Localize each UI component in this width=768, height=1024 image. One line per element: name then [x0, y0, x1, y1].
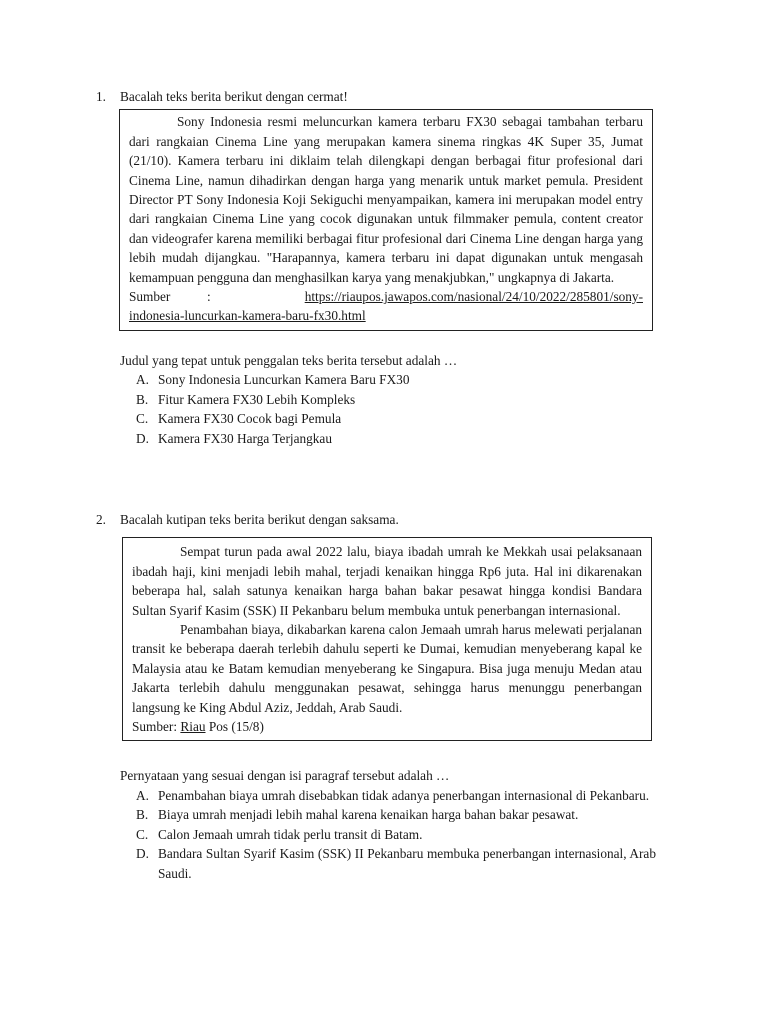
option-b	[136, 805, 656, 824]
option-letter: C.	[136, 411, 149, 427]
question-prompt: Pernyataan yang sesuai dengan isi paragraf tersebut adalah …	[120, 768, 450, 784]
option-text: Biaya umrah menjadi lebih mahal karena kenaikan harga bahan bakar pesawat.	[158, 807, 579, 823]
option-a	[136, 370, 656, 389]
option-letter: D.	[136, 430, 149, 446]
option-text: Kamera FX30 Harga Terjangkau	[158, 430, 332, 446]
news-text-box	[119, 109, 653, 330]
option-text: Kamera FX30 Cocok bagi Pemula	[158, 411, 342, 427]
option-letter: A.	[136, 787, 149, 803]
option-b	[136, 390, 656, 409]
option-text: Bandara Sultan Syarif Kasim (SSK) II Pekanbaru membuka penerbangan internasional, Arab Saudi.	[158, 846, 656, 881]
source-name: Riau	[180, 719, 206, 735]
options-list	[136, 370, 656, 448]
question-number: 2.	[96, 512, 106, 527]
option-letter: B.	[136, 807, 149, 823]
option-letter: D.	[136, 846, 149, 862]
source-link-continued[interactable]: indonesia-luncurkan-kamera-baru-fx30.html	[129, 308, 366, 324]
question-1	[96, 87, 656, 448]
option-text: Sony Indonesia Luncurkan Kamera Baru FX30	[158, 372, 410, 388]
option-letter: A.	[136, 372, 149, 388]
question-header	[96, 510, 656, 529]
options-list	[136, 786, 656, 883]
option-a	[136, 786, 656, 805]
question-prompt: Judul yang tepat untuk penggalan teks berita tersebut adalah …	[120, 352, 458, 368]
question-number: 1.	[96, 89, 106, 104]
source-line	[132, 717, 642, 736]
news-paragraph-2: Penambahan biaya, dikabarkan karena calon Jemaah umrah harus melewati perjalanan transit ke beberapa daerah terlebih dahulu seperti ke Dumai, kemudian menyeberang kapal ke Malaysia atau ke Batam kemudian menyeberang ke Singapura. Bisa juga menuju Medan atau Jakarta terlebih dahulu menggunakan pesawat, sehingga harus menunggu penerbangan langsung ke King Abdul Aziz, Jeddah, Arab Saudi.	[132, 622, 642, 715]
news-text-box	[122, 537, 652, 741]
source-colon: :	[207, 289, 211, 305]
source-label: Sumber:	[132, 719, 178, 735]
option-d	[136, 429, 656, 448]
question-instruction: Bacalah kutipan teks berita berikut dengan saksama.	[120, 512, 399, 527]
option-letter: C.	[136, 826, 149, 842]
source-line	[129, 287, 643, 306]
option-letter: B.	[136, 391, 149, 407]
question-header	[96, 87, 656, 106]
question-instruction: Bacalah teks berita berikut dengan cermat!	[120, 89, 348, 104]
source-rest: Pos (15/8)	[208, 719, 264, 735]
source-link[interactable]: https://riaupos.jawapos.com/nasional/24/10/2022/285801/sony-	[304, 289, 643, 305]
option-d	[136, 844, 656, 883]
option-text: Penambahan biaya umrah disebabkan tidak adanya penerbangan internasional di Pekanbaru.	[158, 787, 650, 803]
option-c	[136, 409, 656, 428]
option-text: Calon Jemaah umrah tidak perlu transit di Batam.	[158, 826, 423, 842]
question-2	[96, 510, 656, 883]
news-paragraph: Sony Indonesia resmi meluncurkan kamera terbaru FX30 sebagai tambahan terbaru dari rangkaian Cinema Line yang merupakan kamera sinema ringkas 4K Super 35, Jumat (21/10). Kamera terbaru ini diklaim telah dilengkapi dengan berbagai fitur profesional dari Cinema Line, namun dihadirkan dengan harga yang menarik untuk market pemula. President Director PT Sony Indonesia Koji Sekiguchi menyampaikan, kamera ini merupakan model entry dari rangkaian Cinema Line yang cocok digunakan untuk filmmaker pemula, content creator dan videografer karena memiliki berbagai fitur profesional dari Cinema Line dengan harga yang lebih mudah dijangkau. "Harapannya, kamera terbaru ini dapat digunakan untuk mengasah kemampuan pengguna dan menghasilkan karya yang menakjubkan," ungkapnya di Jakarta.	[129, 114, 643, 285]
option-c	[136, 825, 656, 844]
source-label: Sumber	[129, 289, 171, 305]
option-text: Fitur Kamera FX30 Lebih Kompleks	[158, 391, 356, 407]
news-paragraph-1: Sempat turun pada awal 2022 lalu, biaya ibadah umrah ke Mekkah usai pelaksanaan ibadah haji, kini menjadi lebih mahal, terjadi kenaikan hingga Rp6 juta. Hal ini dikarenakan beberapa hal, salah satunya kenaikan harga bahan bakar pesawat hingga kondisi Bandara Sultan Syarif Kasim (SSK) II Pekanbaru belum membuka untuk penerbangan internasional.	[132, 544, 642, 618]
